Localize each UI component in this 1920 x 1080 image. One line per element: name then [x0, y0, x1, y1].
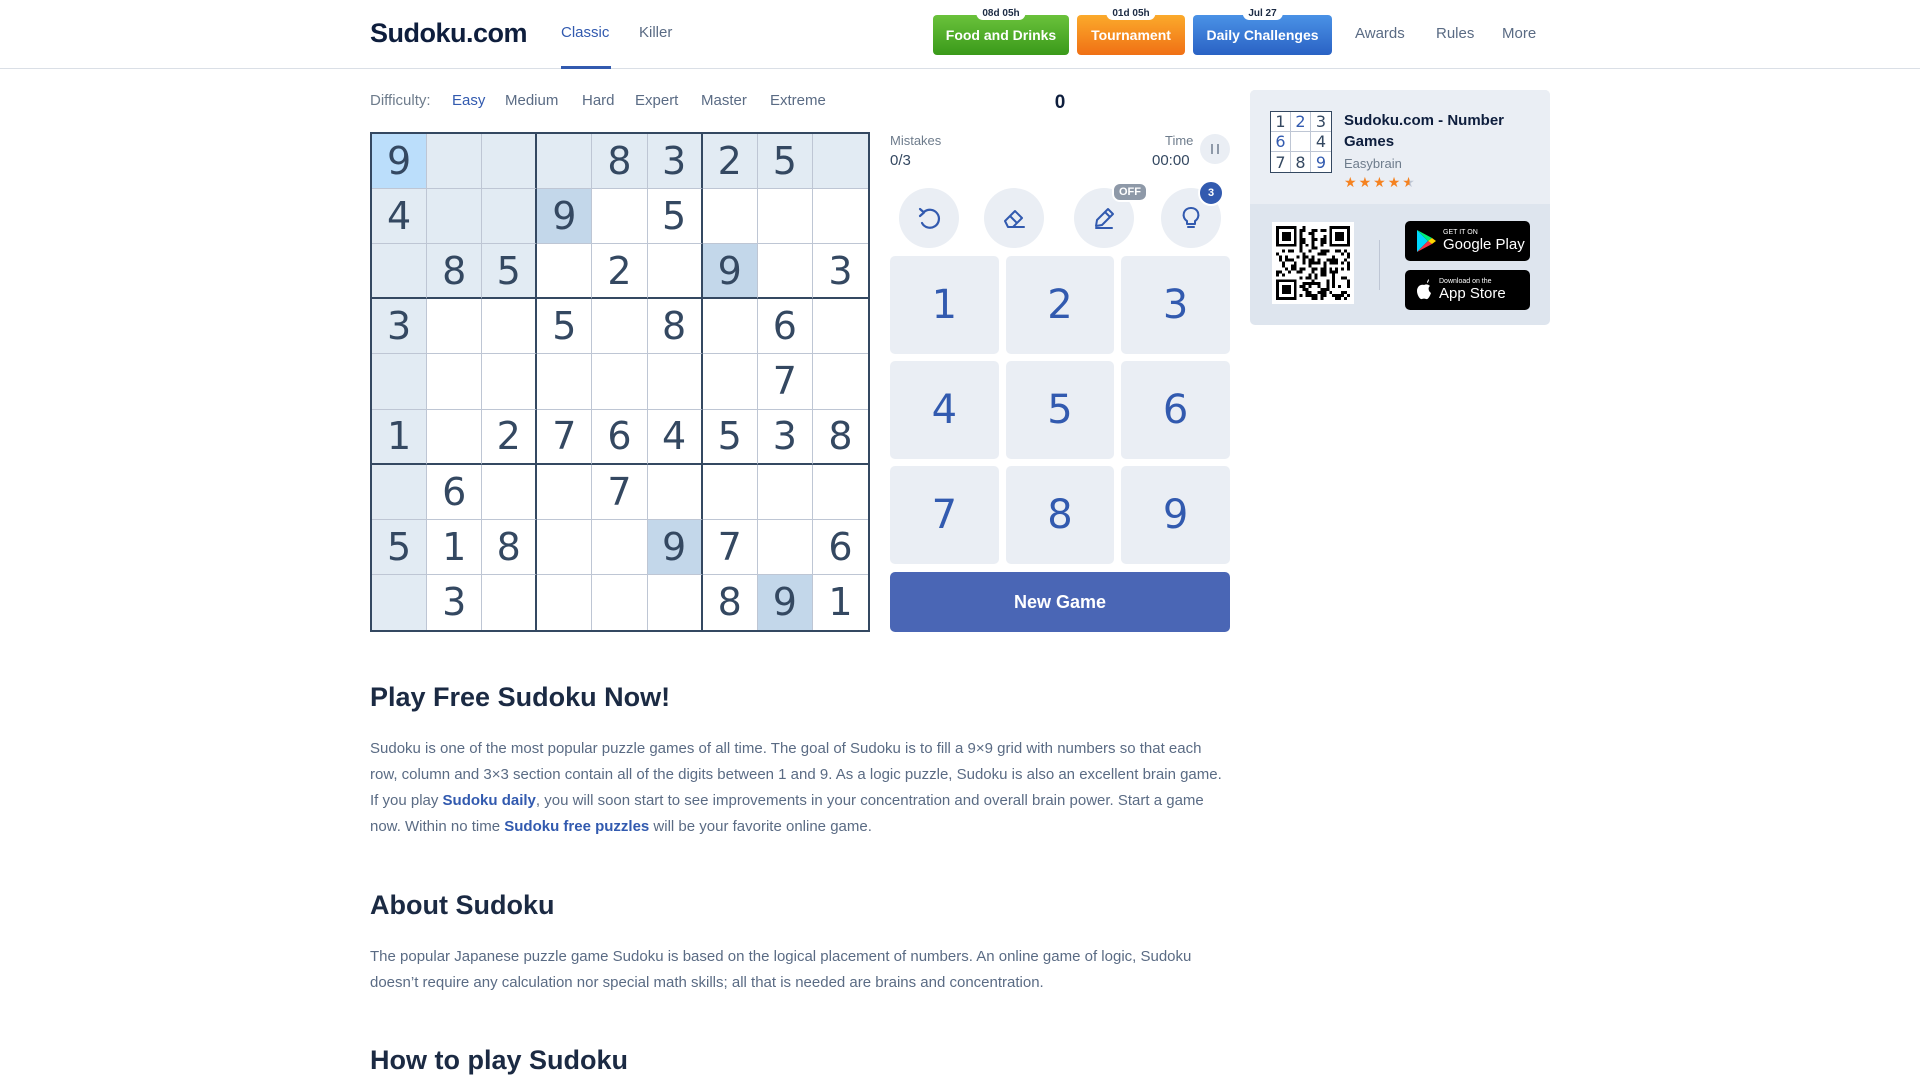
board-cell[interactable]	[758, 465, 813, 520]
numpad-key-6[interactable]: 6	[1121, 361, 1230, 459]
app-promo-card	[1250, 90, 1550, 325]
site-logo[interactable]: Sudoku.com	[370, 18, 528, 48]
board-cell[interactable]	[482, 134, 537, 189]
board-cell[interactable]: 8	[592, 134, 647, 189]
board-cell[interactable]: 5	[703, 410, 758, 465]
board-cell[interactable]	[537, 354, 592, 409]
board-cell[interactable]	[537, 520, 592, 575]
board-cell[interactable]	[758, 244, 813, 299]
numpad-key-8[interactable]: 8	[1006, 466, 1115, 564]
numpad-key-1[interactable]: 1	[890, 256, 999, 354]
board-cell[interactable]	[813, 465, 868, 520]
board-cell[interactable]	[648, 354, 703, 409]
board-cell[interactable]: 6	[758, 299, 813, 354]
event-label: Daily Challenges	[1206, 27, 1319, 43]
board-cell[interactable]	[758, 520, 813, 575]
article-heading-play: Play Free Sudoku Now!	[370, 682, 671, 712]
google-play-icon	[1415, 229, 1437, 253]
board-cell[interactable]: 7	[703, 520, 758, 575]
app-store-text: App Store	[1439, 285, 1506, 302]
board-cell[interactable]: 3	[758, 410, 813, 465]
active-tab-indicator	[561, 66, 611, 69]
hints-remaining-badge: 3	[1198, 180, 1224, 206]
mini-grid-cell: 9	[1315, 152, 1327, 172]
board-cell[interactable]	[537, 244, 592, 299]
board-cell[interactable]	[482, 575, 537, 630]
link-sudoku-daily[interactable]: Sudoku daily	[442, 792, 536, 809]
event-label: Food and Drinks	[945, 27, 1057, 43]
board-cell[interactable]	[703, 354, 758, 409]
mini-grid-cell: 6	[1271, 132, 1291, 152]
article-heading-about: About Sudoku	[370, 890, 555, 920]
board-cell[interactable]: 7	[537, 410, 592, 465]
board-cell[interactable]	[482, 465, 537, 520]
board-cell[interactable]: 5	[758, 134, 813, 189]
app-promo-header	[1250, 90, 1550, 204]
mini-grid-cell: 3	[1311, 112, 1331, 132]
board-cell[interactable]: 6	[592, 410, 647, 465]
top-header	[0, 0, 1920, 69]
app-developer: Easybrain	[1344, 156, 1402, 171]
board-cell[interactable]: 5	[482, 244, 537, 299]
board-cell[interactable]	[372, 244, 427, 299]
board-cell[interactable]	[427, 410, 482, 465]
board-cell[interactable]	[427, 354, 482, 409]
qr-code	[1272, 222, 1354, 304]
time-label: Time	[1165, 133, 1194, 148]
difficulty-hard[interactable]: Hard	[582, 92, 615, 109]
board-cell[interactable]: 3	[813, 244, 868, 299]
apple-icon	[1415, 279, 1433, 301]
erase-button[interactable]	[984, 188, 1044, 248]
article-heading-how-to-play: How to play Sudoku	[370, 1045, 629, 1075]
board-cell[interactable]	[427, 189, 482, 244]
mini-grid-cell: 4	[1311, 132, 1331, 152]
article-paragraph-intro	[370, 736, 1230, 840]
undo-icon	[914, 203, 944, 233]
tournament-event-button[interactable]	[1077, 8, 1185, 55]
difficulty-medium[interactable]: Medium	[505, 92, 559, 109]
board-cell[interactable]: 9	[758, 575, 813, 630]
board-cell[interactable]: 6	[427, 465, 482, 520]
board-cell[interactable]	[537, 465, 592, 520]
difficulty-easy[interactable]: Easy	[452, 92, 486, 109]
notes-off-badge: OFF	[1112, 182, 1148, 202]
difficulty-extreme[interactable]: Extreme	[770, 92, 826, 109]
new-game-button[interactable]: New Game	[890, 572, 1230, 632]
board-cell[interactable]	[592, 354, 647, 409]
board-cell[interactable]: 9	[537, 189, 592, 244]
board-cell[interactable]	[482, 189, 537, 244]
board-cell[interactable]: 6	[813, 520, 868, 575]
sudoku-board	[370, 132, 870, 632]
paragraph-text: Sudoku is one of the most popular puzzle games of all time. The goal of Sudoku is to fill a 9×9 grid with numbers so that each row, column and 3×3 section contain all of the digits between 1 and 9. As a logic puzzle, Sudoku is also an excellent brain game. If you play	[370, 740, 1222, 809]
score-counter: 0	[1054, 92, 1066, 113]
mini-grid-cell: 2	[1291, 112, 1311, 132]
board-cell[interactable]	[758, 189, 813, 244]
board-cell[interactable]: 1	[828, 580, 853, 625]
board-cell[interactable]: 5	[372, 520, 427, 575]
board-cell[interactable]: 7	[758, 354, 813, 409]
app-title[interactable]: Sudoku.com - Number Games	[1344, 112, 1505, 150]
star-icon: ★	[1358, 174, 1374, 190]
mini-grid-cell: 8	[1291, 152, 1311, 172]
nav-awards[interactable]: Awards	[1355, 25, 1405, 42]
board-cell[interactable]	[592, 299, 647, 354]
board-cell[interactable]: 3	[372, 299, 427, 354]
board-cell[interactable]: 4	[648, 410, 703, 465]
number-pad	[890, 256, 1230, 564]
mini-grid-cell: 1	[1271, 112, 1291, 132]
google-play-text: Google Play	[1443, 236, 1525, 253]
pause-icon	[1209, 143, 1221, 155]
board-cell[interactable]: 8	[813, 410, 868, 465]
board-cell[interactable]: 2	[703, 134, 758, 189]
rating-stars	[1344, 174, 1417, 191]
paragraph-text: , you will soon start to see improvements in your concentration and overall brain power. Start a game now. Within no time	[370, 792, 1204, 835]
board-cell[interactable]	[537, 575, 592, 630]
difficulty-label: Difficulty:	[370, 92, 431, 109]
star-icon: ★	[1344, 174, 1359, 190]
paragraph-text: will be your favorite online game.	[649, 818, 872, 835]
daily-challenges-button[interactable]	[1193, 8, 1332, 55]
board-cell[interactable]: 9	[648, 520, 703, 575]
board-cell[interactable]	[372, 354, 427, 409]
board-cell[interactable]	[592, 189, 647, 244]
numpad-key-2[interactable]: 2	[1006, 256, 1115, 354]
article-paragraph-about: The popular Japanese puzzle game Sudoku is based on the logical placement of numbers. An online game of logic, Sudoku doesn’t require any calculation nor special math skills; all that is needed are brains and concentration.	[370, 948, 1192, 991]
numpad-key-3[interactable]: 3	[1121, 256, 1230, 354]
board-cell[interactable]	[482, 354, 537, 409]
app-icon	[1270, 111, 1332, 173]
board-cell[interactable]: 2	[592, 244, 647, 299]
lightbulb-icon	[1176, 203, 1206, 233]
board-cell[interactable]: 1	[372, 410, 427, 465]
board-cell[interactable]	[813, 354, 868, 409]
board-cell[interactable]	[703, 299, 758, 354]
board-cell[interactable]	[592, 575, 647, 630]
google-play-small-text: GET IT ON	[1443, 229, 1478, 236]
board-cell[interactable]	[648, 575, 703, 630]
board-cell[interactable]: 1	[427, 520, 482, 575]
board-cell[interactable]	[813, 134, 868, 189]
pause-button[interactable]	[1200, 134, 1230, 164]
numpad-key-4[interactable]: 4	[890, 361, 999, 459]
undo-button[interactable]	[899, 188, 959, 248]
board-cell[interactable]	[703, 189, 758, 244]
board-cell[interactable]: 5	[537, 299, 592, 354]
board-cell[interactable]: 8	[703, 575, 758, 630]
difficulty-master[interactable]: Master	[701, 92, 747, 109]
promo-divider	[1379, 240, 1380, 290]
app-store-small-text: Download on the	[1439, 278, 1492, 285]
eraser-icon	[999, 203, 1029, 233]
board-cell[interactable]	[813, 299, 868, 354]
board-cell[interactable]: 8	[648, 299, 703, 354]
nav-more[interactable]: More	[1502, 25, 1537, 42]
star-icon: ★	[1373, 174, 1388, 190]
board-cell[interactable]: 8	[427, 244, 482, 299]
board-cell[interactable]	[427, 134, 482, 189]
nav-rules[interactable]: Rules	[1436, 25, 1475, 42]
board-cell[interactable]: 3	[648, 134, 703, 189]
board-cell[interactable]: 3	[427, 575, 482, 630]
tab-classic[interactable]: Classic	[561, 24, 610, 41]
board-cell[interactable]: 9	[372, 134, 427, 189]
board-cell[interactable]	[372, 575, 427, 630]
board-cell[interactable]: 4	[372, 189, 427, 244]
numpad-key-9[interactable]: 9	[1121, 466, 1230, 564]
board-cell[interactable]	[427, 299, 482, 354]
pencil-icon	[1089, 203, 1119, 233]
mini-grid-cell: 7	[1271, 152, 1291, 172]
tab-killer[interactable]: Killer	[639, 24, 673, 41]
difficulty-expert[interactable]: Expert	[635, 92, 679, 109]
numpad-key-5[interactable]: 5	[1006, 361, 1115, 459]
board-cell[interactable]	[372, 465, 427, 520]
mini-grid-cell	[1291, 132, 1311, 152]
link-sudoku-free-puzzles[interactable]: Sudoku free puzzles	[504, 818, 650, 835]
board-cell[interactable]	[648, 465, 703, 520]
board-cell[interactable]: 5	[648, 189, 703, 244]
app-store-button[interactable]	[1405, 270, 1530, 310]
board-cell[interactable]	[537, 134, 592, 189]
event-label: Tournament	[1091, 27, 1171, 43]
numpad-key-7[interactable]: 7	[890, 466, 999, 564]
event-timer-badge: 08d 05h	[976, 7, 1025, 20]
event-date-badge: Jul 27	[1242, 7, 1282, 20]
google-play-button[interactable]	[1405, 221, 1530, 261]
board-cell[interactable]	[703, 465, 758, 520]
board-cell[interactable]	[482, 299, 537, 354]
star-icon: ★	[1387, 174, 1403, 190]
board-cell[interactable]	[813, 189, 868, 244]
mistakes-value: 0/3	[890, 152, 911, 169]
food-and-drinks-event-button[interactable]	[933, 8, 1069, 55]
board-cell[interactable]: 8	[482, 520, 537, 575]
mistakes-label: Mistakes	[890, 133, 942, 148]
half-star-icon: ★	[1402, 174, 1417, 190]
timer-value: 00:00	[1152, 152, 1190, 169]
board-cell[interactable]	[592, 520, 647, 575]
board-cell[interactable]: 9	[703, 244, 758, 299]
board-cell[interactable]	[648, 244, 703, 299]
event-timer-badge: 01d 05h	[1106, 7, 1155, 20]
board-cell[interactable]: 7	[592, 465, 647, 520]
board-cell[interactable]: 2	[482, 410, 537, 465]
